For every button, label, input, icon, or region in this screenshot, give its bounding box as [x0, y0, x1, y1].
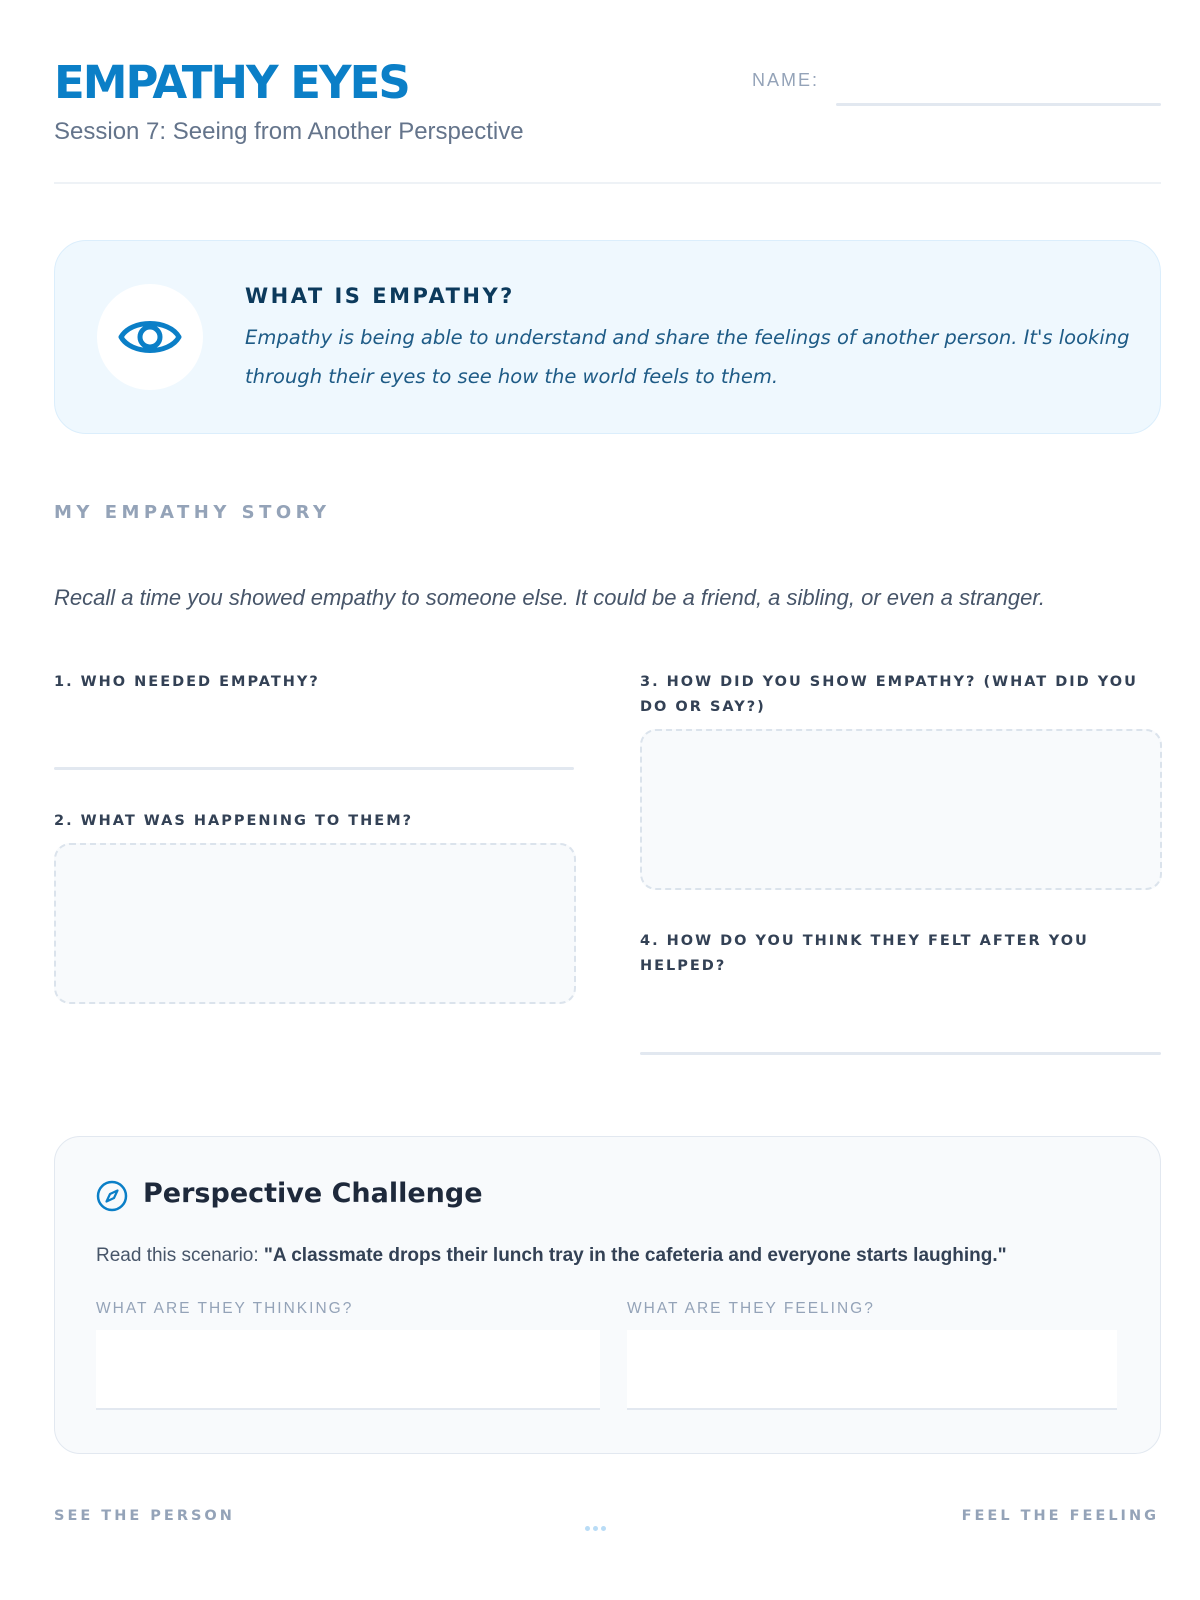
question-2-label: 2. WHAT WAS HAPPENING TO THEM? [54, 813, 414, 829]
definition-text: Empathy is being able to understand and share the feelings of another person. It's looking through their eyes to see how the world feels to them. [245, 326, 1130, 388]
question-1-answer-line[interactable] [54, 767, 574, 770]
session-subtitle: Session 7: Seeing from Another Perspective [54, 118, 524, 145]
thinking-label: WHAT ARE THEY THINKING? [96, 1300, 354, 1317]
scenario-quote: "A classmate drops their lunch tray in the cafeteria and everyone starts laughing." [263, 1245, 1007, 1266]
question-3-label: 3. HOW DID YOU SHOW EMPATHY? (WHAT DID YOU DO OR SAY?) [640, 674, 1138, 715]
compass-icon [96, 1180, 128, 1212]
challenge-scenario [96, 1245, 1136, 1267]
footer-left-text: SEE THE PERSON [54, 1508, 235, 1524]
scenario-prefix: Read this scenario: [96, 1245, 264, 1266]
feeling-label: WHAT ARE THEY FEELING? [627, 1300, 875, 1317]
eye-icon [118, 312, 182, 362]
footer-dots-divider [585, 1516, 609, 1535]
name-label: NAME: [752, 70, 820, 90]
question-2-answer-box[interactable] [54, 843, 576, 1004]
eye-icon-badge [97, 284, 203, 390]
thinking-answer-field[interactable] [96, 1330, 600, 1410]
question-1-label: 1. WHO NEEDED EMPATHY? [54, 674, 320, 690]
name-field[interactable] [836, 103, 1161, 106]
section-label-story: MY EMPATHY STORY [54, 502, 331, 523]
header-divider [54, 182, 1161, 184]
question-4-answer-line[interactable] [640, 1052, 1161, 1055]
question-4-label: 4. HOW DO YOU THINK THEY FELT AFTER YOU HELPED? [640, 933, 1089, 974]
definition-heading: WHAT IS EMPATHY? [245, 284, 515, 308]
story-instructions: Recall a time you showed empathy to someone else. It could be a friend, a sibling, or even a stranger. [54, 585, 1045, 610]
footer-right-text: FEEL THE FEELING [961, 1508, 1159, 1524]
challenge-title: Perspective Challenge [143, 1178, 483, 1209]
feeling-answer-field[interactable] [627, 1330, 1117, 1410]
page-title: EMPATHY EYES [54, 56, 409, 109]
question-3-answer-box[interactable] [640, 729, 1162, 890]
